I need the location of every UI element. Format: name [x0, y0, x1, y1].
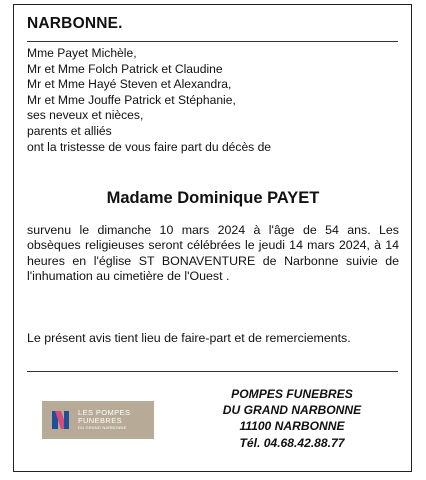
notice-heading: NARBONNE.	[27, 15, 123, 32]
pompes-funebres-logo-icon	[50, 407, 72, 433]
logo-line-3: DU GRAND NARBONNE	[78, 425, 127, 430]
logo-line-1: LES POMPES	[78, 408, 131, 417]
contact-phone: Tél. 04.68.42.88.77	[239, 435, 345, 450]
logo-text	[78, 409, 130, 431]
logo-line-2: FUNEBRES	[78, 416, 123, 425]
family-line: Mme Payet Michèle,	[27, 46, 137, 60]
contact-line: POMPES FUNEBRES	[231, 387, 353, 401]
funeral-details-paragraph: survenu le dimanche 10 mars 2024 à l'âge de 54 ans. Les obsèques religieuses seront célébrées le jeudi 14 mars 2024, à 14 heures en l'église ST BONAVENTURE de Narbonne suivie de l'inhumation au cimetière de l'Ouest .	[27, 223, 399, 283]
family-line: Mr et Mme Hayé Steven et Alexandra,	[27, 77, 232, 92]
family-list	[27, 46, 399, 155]
contact-line: 11100 NARBONNE	[239, 419, 345, 434]
deceased-name: Madame Dominique PAYET	[106, 189, 320, 207]
top-divider	[27, 41, 398, 42]
funeral-home-contact	[182, 386, 402, 451]
family-line: ses neveux et nièces,	[27, 108, 144, 123]
family-line: parents et alliés	[27, 123, 112, 138]
funeral-home-logo	[42, 401, 154, 439]
family-line: Mr et Mme Jouffe Patrick et Stéphanie,	[27, 92, 236, 107]
bottom-divider	[27, 371, 398, 372]
thanks-paragraph: Le présent avis tient lieu de faire-part et de remerciements.	[27, 331, 351, 345]
contact-line: DU GRAND NARBONNE	[222, 403, 362, 418]
family-line: Mr et Mme Folch Patrick et Claudine	[27, 61, 223, 76]
obituary-notice	[13, 4, 412, 472]
family-line: ont la tristesse de vous faire part du décès de	[27, 139, 272, 154]
